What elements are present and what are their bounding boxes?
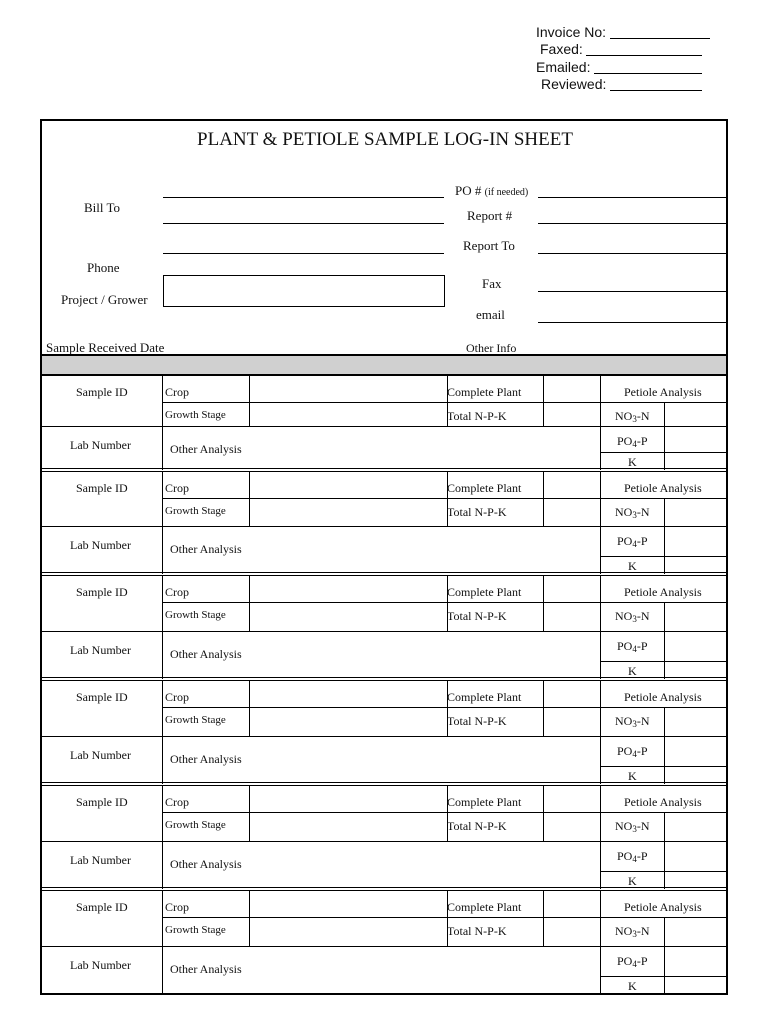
complete-plant-checkbox[interactable] [544, 472, 600, 498]
k-label: K [628, 769, 637, 783]
other-analysis-field[interactable] [250, 426, 600, 470]
po4-p-label: $PO_4-P$ [617, 534, 648, 549]
email-label: email [476, 307, 505, 322]
report-number-label: Report # [467, 208, 513, 223]
growth-stage-field[interactable] [250, 498, 447, 526]
total-npk-checkbox[interactable] [544, 602, 600, 631]
bill-to-label: Bill To [84, 200, 121, 215]
project-grower-field[interactable] [163, 275, 445, 307]
col-divider-left [162, 891, 163, 994]
no3-n-label: $NO_3-N$ [615, 505, 650, 520]
k-label: K [628, 559, 637, 573]
total-npk-label: Total N-P-K [447, 819, 507, 833]
lab-number-label: Lab Number [70, 853, 131, 867]
complete-plant-checkbox[interactable] [544, 376, 600, 402]
po4-p-field[interactable] [665, 631, 726, 661]
col-divider-petiole [600, 786, 601, 889]
other-analysis-label: Other Analysis [170, 542, 242, 556]
complete-plant-label: Complete Plant [447, 690, 522, 704]
petiole-analysis-label: Petiole Analysis [624, 585, 702, 599]
po4-p-field[interactable] [665, 736, 726, 766]
other-analysis-label: Other Analysis [170, 857, 242, 871]
po4-p-label: $PO_4-P$ [617, 639, 648, 654]
invoice-row [510, 24, 710, 42]
lab-number-label: Lab Number [70, 538, 131, 552]
no3-n-label: $NO_3-N$ [615, 609, 650, 624]
total-npk-checkbox[interactable] [544, 402, 600, 426]
other-analysis-field[interactable] [250, 631, 600, 679]
k-label: K [628, 455, 637, 469]
col-divider-petiole [600, 891, 601, 994]
crop-label: Crop [165, 690, 189, 704]
other-analysis-label: Other Analysis [170, 962, 242, 976]
complete-plant-label: Complete Plant [447, 481, 522, 495]
reviewed-row [510, 76, 710, 94]
faxed-field[interactable] [586, 55, 702, 56]
growth-stage-field[interactable] [250, 707, 447, 736]
fax-label: Fax [482, 276, 502, 291]
crop-field[interactable] [250, 891, 447, 917]
faxed-label: Faxed: [540, 41, 583, 57]
petiole-analysis-label: Petiole Analysis [624, 900, 702, 914]
sample-block [42, 576, 726, 679]
col-divider-petiole [600, 681, 601, 784]
crop-field[interactable] [250, 472, 447, 498]
other-analysis-label: Other Analysis [170, 647, 242, 661]
crop-label: Crop [165, 481, 189, 495]
po4-p-label: $PO_4-P$ [617, 849, 648, 864]
po4-p-label: $PO_4-P$ [617, 434, 648, 449]
col-divider-left [162, 472, 163, 574]
reviewed-label: Reviewed: [541, 76, 607, 92]
complete-plant-label: Complete Plant [447, 585, 522, 599]
fax-field[interactable] [538, 291, 726, 292]
total-npk-label: Total N-P-K [447, 505, 507, 519]
col-divider-left [162, 681, 163, 784]
total-npk-checkbox[interactable] [544, 917, 600, 946]
k-label: K [628, 874, 637, 888]
complete-plant-checkbox[interactable] [544, 891, 600, 917]
growth-stage-label: Growth Stage [165, 924, 226, 936]
sample-block [42, 376, 726, 470]
sample-id-label: Sample ID [76, 481, 128, 495]
no3-n-field[interactable] [665, 498, 726, 526]
growth-stage-field[interactable] [250, 812, 447, 841]
crop-label: Crop [165, 585, 189, 599]
sample-id-label: Sample ID [76, 900, 128, 914]
bill-to-line-3[interactable] [163, 253, 444, 254]
crop-field[interactable] [250, 786, 447, 812]
page-title: PLANT & PETIOLE SAMPLE LOG-IN SHEET [197, 129, 573, 150]
growth-stage-field[interactable] [250, 602, 447, 631]
crop-label: Crop [165, 385, 189, 399]
bill-to-line-2[interactable] [163, 223, 444, 224]
emailed-label: Emailed: [536, 59, 591, 75]
no3-n-field[interactable] [665, 602, 726, 631]
total-npk-label: Total N-P-K [447, 609, 507, 623]
col-divider-petiole [600, 376, 601, 470]
no3-n-field[interactable] [665, 812, 726, 841]
petiole-analysis-label: Petiole Analysis [624, 795, 702, 809]
emailed-row [510, 59, 710, 77]
crop-label: Crop [165, 900, 189, 914]
po-field[interactable] [538, 197, 726, 198]
complete-plant-checkbox[interactable] [544, 786, 600, 812]
other-analysis-label: Other Analysis [170, 442, 242, 456]
sample-received-date-label: Sample Received Date [46, 340, 165, 355]
bill-to-line-1[interactable] [163, 197, 444, 198]
other-info-label: Other Info [466, 341, 517, 355]
faxed-row [510, 41, 710, 59]
po4-p-field[interactable] [665, 426, 726, 452]
no3-n-label: $NO_3-N$ [615, 409, 650, 424]
complete-plant-label: Complete Plant [447, 900, 522, 914]
growth-stage-label: Growth Stage [165, 505, 226, 517]
report-to-label: Report To [463, 238, 515, 253]
sample-block [42, 786, 726, 889]
k-field[interactable] [665, 976, 726, 994]
po-label: PO # (if needed) [455, 183, 529, 198]
complete-plant-checkbox[interactable] [544, 576, 600, 602]
email-field[interactable] [538, 322, 726, 323]
total-npk-label: Total N-P-K [447, 924, 507, 938]
total-npk-label: Total N-P-K [447, 409, 507, 423]
other-analysis-field[interactable] [250, 841, 600, 889]
petiole-analysis-label: Petiole Analysis [624, 690, 702, 704]
gray-separator-band [42, 356, 726, 374]
no3-n-field[interactable] [665, 707, 726, 736]
sample-block [42, 681, 726, 784]
po-note: (if needed) [484, 187, 529, 198]
project-grower-label: Project / Grower [61, 292, 148, 307]
growth-stage-label: Growth Stage [165, 409, 226, 421]
po4-p-field[interactable] [665, 946, 726, 976]
report-number-field[interactable] [538, 223, 726, 224]
lab-number-label: Lab Number [70, 438, 131, 452]
crop-field[interactable] [250, 576, 447, 602]
total-npk-checkbox[interactable] [544, 707, 600, 736]
other-analysis-field[interactable] [250, 946, 600, 994]
crop-field[interactable] [250, 376, 447, 402]
po4-p-label: $PO_4-P$ [617, 954, 648, 969]
col-divider-left [162, 786, 163, 889]
no3-n-field[interactable] [665, 402, 726, 426]
growth-stage-label: Growth Stage [165, 819, 226, 831]
emailed-field[interactable] [594, 73, 702, 74]
total-npk-label: Total N-P-K [447, 714, 507, 728]
crop-field[interactable] [250, 681, 447, 707]
total-npk-checkbox[interactable] [544, 498, 600, 526]
phone-label: Phone [87, 260, 120, 275]
other-analysis-label: Other Analysis [170, 752, 242, 766]
lab-number-label: Lab Number [70, 958, 131, 972]
petiole-analysis-label: Petiole Analysis [624, 481, 702, 495]
po4-p-field[interactable] [665, 526, 726, 556]
col-divider-left [162, 376, 163, 470]
no3-n-label: $NO_3-N$ [615, 714, 650, 729]
po4-p-field[interactable] [665, 841, 726, 871]
growth-stage-field[interactable] [250, 917, 447, 946]
k-label: K [628, 664, 637, 678]
sample-block [42, 472, 726, 574]
other-analysis-field[interactable] [250, 736, 600, 784]
complete-plant-label: Complete Plant [447, 385, 522, 399]
lab-number-label: Lab Number [70, 643, 131, 657]
total-npk-checkbox[interactable] [544, 812, 600, 841]
growth-stage-label: Growth Stage [165, 609, 226, 621]
invoice-label: Invoice No: [536, 24, 607, 40]
invoice-field[interactable] [610, 38, 710, 39]
complete-plant-label: Complete Plant [447, 795, 522, 809]
k-label: K [628, 979, 637, 993]
sample-id-label: Sample ID [76, 585, 128, 599]
no3-n-label: $NO_3-N$ [615, 819, 650, 834]
growth-stage-field[interactable] [250, 402, 447, 426]
sample-id-label: Sample ID [76, 385, 128, 399]
crop-label: Crop [165, 795, 189, 809]
col-divider-left [162, 576, 163, 679]
sample-block [42, 891, 726, 994]
growth-stage-label: Growth Stage [165, 714, 226, 726]
report-to-field[interactable] [538, 253, 726, 254]
no3-n-field[interactable] [665, 917, 726, 946]
lab-number-label: Lab Number [70, 748, 131, 762]
complete-plant-checkbox[interactable] [544, 681, 600, 707]
other-analysis-field[interactable] [250, 526, 600, 574]
reviewed-field[interactable] [610, 90, 702, 91]
sample-id-label: Sample ID [76, 690, 128, 704]
sample-id-label: Sample ID [76, 795, 128, 809]
petiole-analysis-label: Petiole Analysis [624, 385, 702, 399]
col-divider-petiole [600, 472, 601, 574]
no3-n-label: $NO_3-N$ [615, 924, 650, 939]
col-divider-petiole [600, 576, 601, 679]
po4-p-label: $PO_4-P$ [617, 744, 648, 759]
